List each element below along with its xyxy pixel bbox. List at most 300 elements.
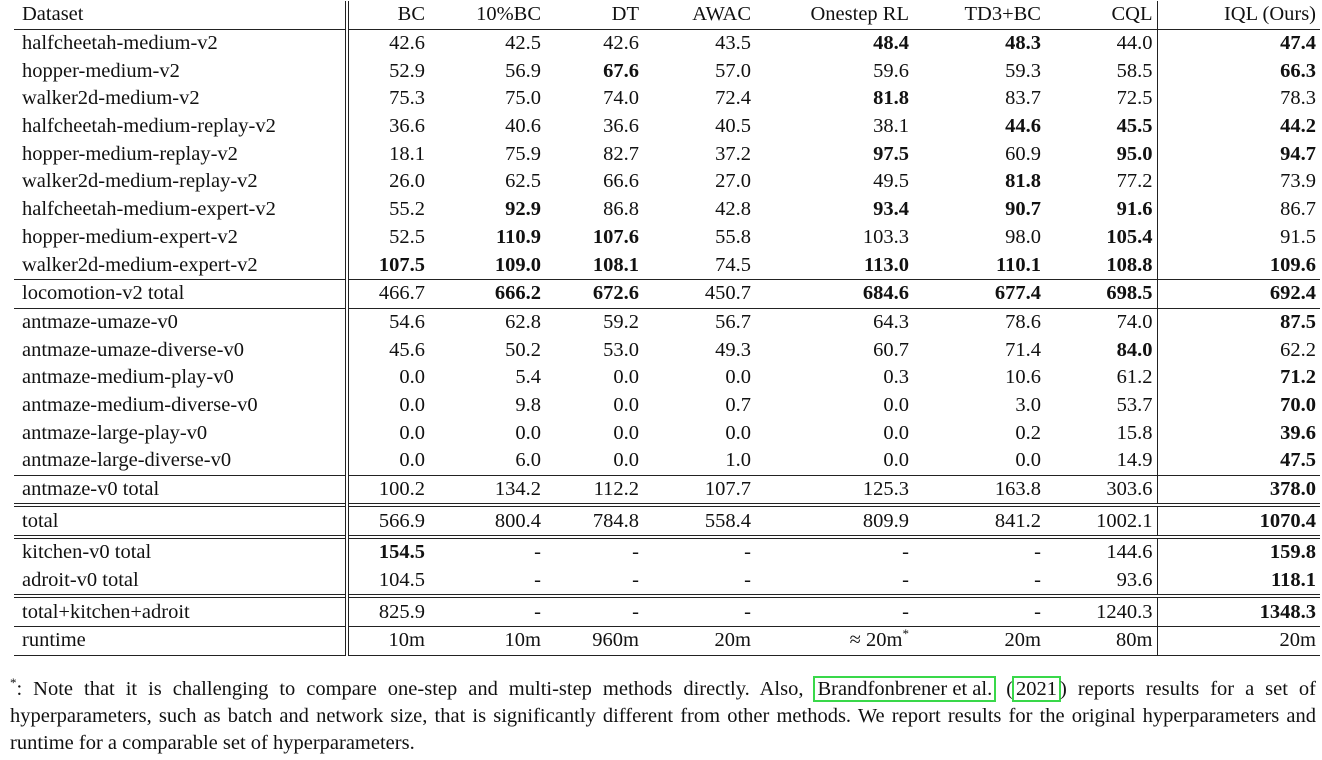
score-cell bbox=[429, 419, 545, 447]
score-value: 47.4 bbox=[1280, 32, 1316, 55]
dataset-name: hopper-medium-v2 bbox=[14, 57, 347, 85]
score-cell bbox=[545, 168, 643, 196]
header-method: CQL bbox=[1045, 1, 1157, 29]
score-cell bbox=[1045, 113, 1157, 141]
table-row bbox=[14, 627, 1320, 656]
score-value: 58.5 bbox=[1116, 59, 1153, 82]
score-value: 378.0 bbox=[1269, 478, 1316, 501]
score-cell bbox=[545, 57, 643, 85]
score-value: 60.9 bbox=[1005, 142, 1041, 165]
citation-open-paren: ( bbox=[1006, 678, 1014, 700]
score-value: 40.5 bbox=[715, 115, 751, 138]
score-value: 71.4 bbox=[1005, 338, 1041, 361]
score-cell bbox=[545, 251, 643, 279]
score-value: 0.3 bbox=[883, 366, 909, 389]
score-cell bbox=[755, 113, 913, 141]
score-cell bbox=[1045, 168, 1157, 196]
score-cell bbox=[1045, 224, 1157, 252]
score-cell bbox=[1045, 364, 1157, 392]
score-cell bbox=[429, 336, 545, 364]
score-cell bbox=[1157, 627, 1320, 656]
score-cell bbox=[347, 392, 429, 420]
score-cell bbox=[643, 196, 755, 224]
score-cell bbox=[913, 419, 1045, 447]
score-cell bbox=[545, 336, 643, 364]
score-cell bbox=[755, 447, 913, 475]
score-cell bbox=[643, 627, 755, 656]
score-value: - bbox=[534, 541, 541, 564]
table-row bbox=[14, 567, 1320, 597]
score-cell bbox=[429, 140, 545, 168]
table-row bbox=[14, 224, 1320, 252]
score-value: 95.0 bbox=[1116, 142, 1153, 165]
table-row bbox=[14, 251, 1320, 279]
score-value: 1240.3 bbox=[1096, 600, 1153, 623]
score-value: 5.4 bbox=[515, 366, 541, 389]
header-dataset: Dataset bbox=[14, 1, 347, 29]
score-value: 80m bbox=[1116, 629, 1153, 652]
score-value: 27.0 bbox=[715, 170, 751, 193]
score-value: 677.4 bbox=[994, 282, 1041, 305]
score-value: 52.5 bbox=[389, 225, 425, 248]
table-row bbox=[14, 336, 1320, 364]
score-cell bbox=[347, 140, 429, 168]
score-value: 684.6 bbox=[862, 282, 909, 305]
score-value: 54.6 bbox=[389, 310, 425, 333]
score-cell bbox=[755, 505, 913, 537]
score-value: 75.3 bbox=[389, 87, 425, 110]
score-value: 97.5 bbox=[873, 142, 909, 165]
score-value: 82.7 bbox=[603, 142, 639, 165]
score-cell bbox=[1157, 475, 1320, 505]
score-value: 74.0 bbox=[603, 87, 639, 110]
score-value: 77.2 bbox=[1116, 170, 1153, 193]
table-row bbox=[14, 392, 1320, 420]
score-value: 110.1 bbox=[996, 253, 1041, 276]
score-cell bbox=[755, 475, 913, 505]
score-value: 71.2 bbox=[1280, 366, 1316, 389]
score-value: - bbox=[534, 569, 541, 592]
score-cell bbox=[1045, 29, 1157, 57]
score-value: 72.5 bbox=[1116, 87, 1153, 110]
score-cell bbox=[913, 475, 1045, 505]
score-value: 44.2 bbox=[1280, 115, 1316, 138]
score-value: 450.7 bbox=[704, 282, 751, 305]
score-cell bbox=[347, 596, 429, 626]
score-cell bbox=[1157, 168, 1320, 196]
score-cell bbox=[755, 419, 913, 447]
header-method: TD3+BC bbox=[913, 1, 1045, 29]
header-method: 10%BC bbox=[429, 1, 545, 29]
score-value: 0.7 bbox=[725, 393, 751, 416]
dataset-name: antmaze-large-play-v0 bbox=[14, 419, 347, 447]
score-cell bbox=[1045, 196, 1157, 224]
score-cell bbox=[913, 224, 1045, 252]
score-value: - bbox=[1034, 600, 1041, 623]
table-row bbox=[14, 279, 1320, 308]
score-cell bbox=[755, 196, 913, 224]
score-cell bbox=[1045, 537, 1157, 567]
score-cell bbox=[643, 364, 755, 392]
score-value: 103.3 bbox=[862, 225, 909, 248]
score-value: 84.0 bbox=[1116, 338, 1153, 361]
dataset-name: antmaze-umaze-v0 bbox=[14, 308, 347, 336]
header-method: DT bbox=[545, 1, 643, 29]
score-cell bbox=[545, 505, 643, 537]
score-cell bbox=[643, 168, 755, 196]
score-cell bbox=[1157, 364, 1320, 392]
score-cell bbox=[429, 168, 545, 196]
score-cell bbox=[913, 140, 1045, 168]
score-value: 303.6 bbox=[1106, 478, 1153, 501]
dataset-name: walker2d-medium-replay-v2 bbox=[14, 168, 347, 196]
dataset-name: antmaze-umaze-diverse-v0 bbox=[14, 336, 347, 364]
score-value: 55.8 bbox=[715, 225, 751, 248]
score-cell bbox=[643, 567, 755, 597]
score-cell bbox=[347, 419, 429, 447]
score-value: 48.4 bbox=[873, 32, 909, 55]
score-value: 64.3 bbox=[873, 310, 909, 333]
score-cell bbox=[913, 308, 1045, 336]
score-cell bbox=[643, 113, 755, 141]
dataset-name: walker2d-medium-v2 bbox=[14, 85, 347, 113]
score-value: 86.8 bbox=[603, 198, 639, 221]
score-cell bbox=[429, 537, 545, 567]
score-cell bbox=[755, 336, 913, 364]
score-value: 108.1 bbox=[592, 253, 639, 276]
score-cell bbox=[755, 168, 913, 196]
score-value: 52.9 bbox=[389, 59, 425, 82]
score-cell bbox=[643, 475, 755, 505]
score-value: 42.5 bbox=[505, 32, 541, 55]
score-value: 78.6 bbox=[1005, 310, 1041, 333]
score-value: 57.0 bbox=[715, 59, 751, 82]
score-value: 0.0 bbox=[883, 449, 909, 472]
footnote-text-after: reports results for a set of hyperparameters, such as batch and network size, that is significantly different from other methods. We report results for the original hyperparameters and runtime for a comparable set of hyperparameters. bbox=[10, 678, 1317, 754]
score-cell bbox=[1157, 392, 1320, 420]
score-cell bbox=[1157, 224, 1320, 252]
score-value: 62.8 bbox=[505, 310, 541, 333]
score-value: 0.0 bbox=[1015, 449, 1041, 472]
score-value: 100.2 bbox=[378, 478, 425, 501]
score-cell bbox=[755, 596, 913, 626]
score-value: 59.6 bbox=[873, 59, 909, 82]
score-cell bbox=[545, 224, 643, 252]
score-value: 93.4 bbox=[873, 198, 909, 221]
score-value: - bbox=[534, 600, 541, 623]
score-value: 50.2 bbox=[505, 338, 541, 361]
score-cell bbox=[1157, 419, 1320, 447]
citation-year-link[interactable]: 2021 bbox=[1013, 677, 1060, 701]
score-value: 53.7 bbox=[1116, 393, 1153, 416]
score-value: 134.2 bbox=[494, 478, 541, 501]
score-cell bbox=[429, 505, 545, 537]
score-value: 72.4 bbox=[715, 87, 751, 110]
score-cell bbox=[429, 85, 545, 113]
dataset-name: total bbox=[14, 505, 347, 537]
score-cell bbox=[347, 85, 429, 113]
score-cell bbox=[755, 140, 913, 168]
score-value: 44.0 bbox=[1116, 32, 1153, 55]
score-value: 0.0 bbox=[613, 366, 639, 389]
score-cell bbox=[913, 537, 1045, 567]
score-value: 56.7 bbox=[715, 310, 751, 333]
dataset-name: antmaze-medium-diverse-v0 bbox=[14, 392, 347, 420]
score-cell bbox=[1045, 308, 1157, 336]
score-cell bbox=[643, 140, 755, 168]
score-value: 93.6 bbox=[1116, 569, 1153, 592]
score-cell bbox=[429, 113, 545, 141]
header-method: AWAC bbox=[643, 1, 755, 29]
footnote bbox=[10, 676, 1316, 757]
table-row bbox=[14, 168, 1320, 196]
score-value: 45.5 bbox=[1116, 115, 1153, 138]
score-value: 83.7 bbox=[1005, 87, 1041, 110]
score-value: 42.6 bbox=[389, 32, 425, 55]
score-value: 78.3 bbox=[1280, 87, 1316, 110]
score-value: 10m bbox=[388, 629, 425, 652]
score-cell bbox=[1157, 505, 1320, 537]
score-value: 61.2 bbox=[1116, 366, 1153, 389]
score-cell bbox=[643, 392, 755, 420]
score-value: 105.4 bbox=[1106, 225, 1153, 248]
score-value: 566.9 bbox=[378, 509, 425, 532]
score-value: 20m bbox=[1004, 629, 1041, 652]
score-cell bbox=[1045, 627, 1157, 656]
score-value: 841.2 bbox=[994, 509, 1041, 532]
score-cell bbox=[545, 308, 643, 336]
score-cell bbox=[755, 224, 913, 252]
score-value: 109.6 bbox=[1269, 253, 1316, 276]
score-cell bbox=[643, 308, 755, 336]
score-cell bbox=[545, 537, 643, 567]
score-value: 18.1 bbox=[389, 142, 425, 165]
citation-author-link[interactable]: Brandfonbrener et al. bbox=[814, 677, 995, 701]
score-value: 73.9 bbox=[1280, 170, 1316, 193]
score-value: 42.6 bbox=[603, 32, 639, 55]
dataset-name: total+kitchen+adroit bbox=[14, 596, 347, 626]
score-value: 110.9 bbox=[496, 225, 541, 248]
footnote-ref-marker: * bbox=[902, 626, 909, 642]
header-method: Onestep RL bbox=[755, 1, 913, 29]
score-cell bbox=[429, 224, 545, 252]
score-cell bbox=[347, 113, 429, 141]
score-value: 59.3 bbox=[1005, 59, 1041, 82]
score-cell bbox=[755, 308, 913, 336]
results-table bbox=[14, 1, 1320, 656]
score-cell bbox=[1045, 447, 1157, 475]
score-cell bbox=[429, 279, 545, 308]
score-value: 113.0 bbox=[864, 253, 909, 276]
score-value: 86.7 bbox=[1280, 198, 1316, 221]
score-cell bbox=[347, 567, 429, 597]
table-row bbox=[14, 196, 1320, 224]
score-value: 98.0 bbox=[1005, 225, 1041, 248]
score-value: 692.4 bbox=[1269, 282, 1316, 305]
table-row bbox=[14, 419, 1320, 447]
score-value: 10m bbox=[504, 629, 541, 652]
score-value: 800.4 bbox=[494, 509, 541, 532]
score-cell bbox=[913, 85, 1045, 113]
score-value: 37.2 bbox=[715, 142, 751, 165]
score-cell bbox=[643, 57, 755, 85]
score-value: 163.8 bbox=[994, 478, 1041, 501]
dataset-name: halfcheetah-medium-expert-v2 bbox=[14, 196, 347, 224]
score-value: 91.5 bbox=[1280, 225, 1316, 248]
score-value: 0.0 bbox=[883, 393, 909, 416]
score-cell bbox=[643, 224, 755, 252]
score-cell bbox=[1045, 475, 1157, 505]
score-value: 0.0 bbox=[613, 449, 639, 472]
score-value: 75.0 bbox=[505, 87, 541, 110]
score-cell bbox=[545, 392, 643, 420]
score-value: - bbox=[632, 600, 639, 623]
score-value: - bbox=[632, 541, 639, 564]
score-cell bbox=[643, 447, 755, 475]
score-cell bbox=[913, 567, 1045, 597]
score-value: - bbox=[902, 600, 909, 623]
score-value: 0.0 bbox=[399, 393, 425, 416]
score-value: 49.3 bbox=[715, 338, 751, 361]
score-value: 90.7 bbox=[1005, 198, 1041, 221]
score-value: 39.6 bbox=[1280, 421, 1316, 444]
table-row bbox=[14, 537, 1320, 567]
score-value: 0.0 bbox=[725, 366, 751, 389]
score-value: 94.7 bbox=[1280, 142, 1316, 165]
score-value: 125.3 bbox=[862, 478, 909, 501]
score-cell bbox=[429, 392, 545, 420]
score-value: 825.9 bbox=[378, 600, 425, 623]
score-value: 40.6 bbox=[505, 115, 541, 138]
score-value: 14.9 bbox=[1116, 449, 1153, 472]
score-value: 672.6 bbox=[592, 282, 639, 305]
dataset-name: antmaze-large-diverse-v0 bbox=[14, 447, 347, 475]
score-value: 36.6 bbox=[389, 115, 425, 138]
score-value: 15.8 bbox=[1116, 421, 1153, 444]
score-cell bbox=[347, 308, 429, 336]
score-value: 960m bbox=[592, 629, 639, 652]
score-cell bbox=[1045, 336, 1157, 364]
score-cell bbox=[545, 364, 643, 392]
score-value: 66.3 bbox=[1280, 59, 1316, 82]
score-cell bbox=[545, 475, 643, 505]
score-cell bbox=[1157, 57, 1320, 85]
score-cell bbox=[913, 29, 1045, 57]
header-method: IQL (Ours) bbox=[1157, 1, 1320, 29]
score-cell bbox=[755, 85, 913, 113]
score-value: - bbox=[902, 541, 909, 564]
header-method: BC bbox=[347, 1, 429, 29]
score-cell bbox=[755, 251, 913, 279]
table-row bbox=[14, 85, 1320, 113]
score-cell bbox=[913, 196, 1045, 224]
score-value: 87.5 bbox=[1280, 310, 1316, 333]
score-value: 104.5 bbox=[378, 569, 425, 592]
score-cell bbox=[913, 364, 1045, 392]
dataset-name: halfcheetah-medium-v2 bbox=[14, 29, 347, 57]
score-cell bbox=[913, 596, 1045, 626]
score-value: 62.5 bbox=[505, 170, 541, 193]
footnote-marker: * bbox=[10, 675, 17, 691]
score-value: 466.7 bbox=[378, 282, 425, 305]
score-value: 26.0 bbox=[389, 170, 425, 193]
score-value: 48.3 bbox=[1005, 32, 1041, 55]
score-value: 1348.3 bbox=[1259, 600, 1316, 623]
dataset-name: antmaze-medium-play-v0 bbox=[14, 364, 347, 392]
table-row bbox=[14, 475, 1320, 505]
score-value: 108.8 bbox=[1106, 253, 1153, 276]
score-cell bbox=[643, 505, 755, 537]
score-cell bbox=[643, 419, 755, 447]
score-value: 109.0 bbox=[494, 253, 541, 276]
score-cell bbox=[1157, 567, 1320, 597]
score-cell bbox=[1157, 537, 1320, 567]
score-cell bbox=[755, 29, 913, 57]
score-value: 91.6 bbox=[1116, 198, 1153, 221]
score-value: 1.0 bbox=[725, 449, 751, 472]
score-value: 66.6 bbox=[603, 170, 639, 193]
score-cell bbox=[429, 196, 545, 224]
score-value: - bbox=[1034, 569, 1041, 592]
score-cell bbox=[347, 336, 429, 364]
score-cell bbox=[545, 627, 643, 656]
score-value: 0.0 bbox=[725, 421, 751, 444]
dataset-name: adroit-v0 total bbox=[14, 567, 347, 597]
score-value: 666.2 bbox=[494, 282, 541, 305]
score-value: 49.5 bbox=[873, 170, 909, 193]
table-row bbox=[14, 29, 1320, 57]
score-cell bbox=[913, 168, 1045, 196]
score-cell bbox=[913, 279, 1045, 308]
score-value: - bbox=[902, 569, 909, 592]
score-value: 159.8 bbox=[1269, 541, 1316, 564]
score-cell bbox=[429, 364, 545, 392]
table-row bbox=[14, 140, 1320, 168]
score-cell bbox=[755, 392, 913, 420]
score-value: 3.0 bbox=[1015, 393, 1041, 416]
score-cell bbox=[429, 627, 545, 656]
score-cell bbox=[1157, 29, 1320, 57]
footnote-paragraph bbox=[10, 676, 1316, 757]
score-value: 0.0 bbox=[399, 449, 425, 472]
score-value: - bbox=[1034, 541, 1041, 564]
table-row bbox=[14, 364, 1320, 392]
score-cell bbox=[1045, 596, 1157, 626]
score-value: 45.6 bbox=[389, 338, 425, 361]
score-value: 53.0 bbox=[603, 338, 639, 361]
score-value: 59.2 bbox=[603, 310, 639, 333]
score-cell bbox=[347, 505, 429, 537]
score-value: 62.2 bbox=[1280, 338, 1316, 361]
score-value: 38.1 bbox=[873, 115, 909, 138]
score-value: 67.6 bbox=[603, 59, 639, 82]
score-value: 47.5 bbox=[1280, 449, 1316, 472]
score-cell bbox=[1045, 567, 1157, 597]
score-cell bbox=[1045, 140, 1157, 168]
score-value: 20m bbox=[1279, 629, 1316, 652]
footnote-text-before: : Note that it is challenging to compare one-step and multi-step methods directly. Also, bbox=[16, 678, 804, 700]
score-cell bbox=[1157, 336, 1320, 364]
score-value: - bbox=[744, 541, 751, 564]
score-value: 112.2 bbox=[593, 478, 639, 501]
dataset-name: hopper-medium-expert-v2 bbox=[14, 224, 347, 252]
score-value: 0.2 bbox=[1015, 421, 1041, 444]
score-value: 0.0 bbox=[399, 366, 425, 389]
score-cell bbox=[545, 196, 643, 224]
score-cell bbox=[1045, 392, 1157, 420]
score-value: 6.0 bbox=[515, 449, 541, 472]
score-cell bbox=[1157, 279, 1320, 308]
